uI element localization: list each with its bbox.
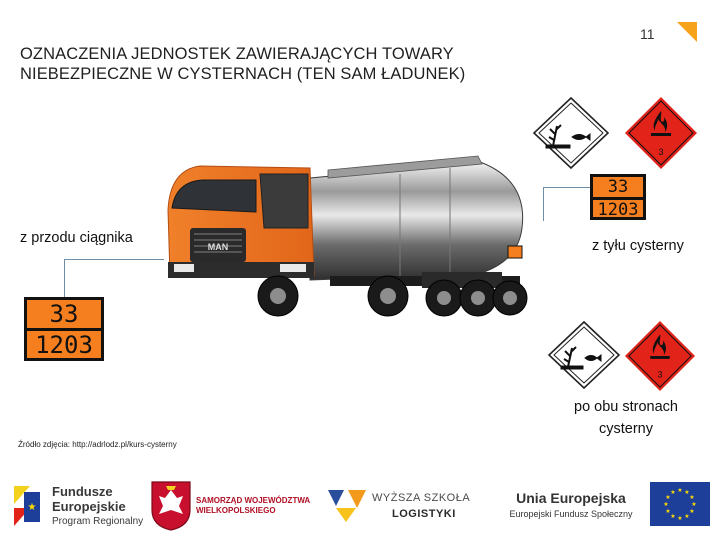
svg-text:★: ★ bbox=[670, 513, 676, 520]
svg-text:★: ★ bbox=[677, 515, 683, 522]
ue-line-2: Europejski Fundusz Społeczny bbox=[509, 509, 633, 519]
ue-text bbox=[502, 490, 640, 519]
samorzad-line-1: SAMORZĄD WOJEWÓDZTWA bbox=[196, 496, 311, 505]
front-label: z przodu ciągnika bbox=[20, 230, 133, 246]
un-number-front: 1203 bbox=[35, 331, 93, 359]
title-line-1: OZNACZENIA JEDNOSTEK ZAWIERAJĄCYCH TOWARY bbox=[20, 45, 454, 63]
class-number: 3 bbox=[657, 369, 663, 380]
samorzad-crest-icon bbox=[150, 480, 192, 532]
back-label: z tyłu cysterny bbox=[592, 238, 684, 254]
connector-front-h bbox=[64, 259, 164, 260]
samorzad-line-2: WIELKOPOLSKIEGO bbox=[196, 506, 276, 515]
hazard-plate-back bbox=[590, 174, 646, 220]
hazard-number-front: 33 bbox=[27, 300, 101, 331]
wsl-line-1: WYŻSZA SZKOŁA bbox=[372, 492, 471, 504]
connector-back-h bbox=[543, 187, 590, 188]
svg-text:★: ★ bbox=[684, 513, 690, 520]
eu-flag-icon bbox=[650, 482, 710, 526]
svg-text:★: ★ bbox=[663, 501, 669, 508]
title-line-2: NIEBEZPIECZNE W CYSTERNACH (TEN SAM ŁADUNEK) bbox=[20, 65, 466, 83]
svg-text:★: ★ bbox=[665, 494, 671, 501]
svg-text:★: ★ bbox=[689, 494, 695, 501]
corner-accent bbox=[677, 22, 697, 42]
svg-text:★: ★ bbox=[677, 487, 683, 494]
fundusze-europejskie-logo-icon bbox=[10, 482, 44, 530]
wsl-text bbox=[372, 490, 470, 522]
environment-hazard-placard-top bbox=[526, 96, 616, 170]
flammable-placard-side bbox=[624, 320, 696, 392]
sides-label-line-1: po obu stronach bbox=[574, 399, 678, 415]
fe-line-3: Program Regionalny bbox=[52, 516, 144, 527]
svg-text:★: ★ bbox=[689, 508, 695, 515]
connector-front-v bbox=[64, 259, 65, 297]
hazard-number: 33 bbox=[593, 177, 643, 200]
svg-text:★: ★ bbox=[670, 489, 676, 496]
environment-hazard-placard-side bbox=[545, 320, 623, 390]
fe-line-1: Fundusze bbox=[52, 484, 113, 499]
tanker-truck-image bbox=[160, 150, 532, 328]
connector-back-v bbox=[543, 187, 544, 221]
svg-text:★: ★ bbox=[691, 501, 697, 508]
ue-line-1: Unia Europejska bbox=[516, 490, 626, 506]
svg-text:★: ★ bbox=[684, 489, 690, 496]
footer-logos-bar bbox=[0, 468, 720, 540]
slide-title bbox=[20, 44, 540, 84]
wsl-logo-icon bbox=[326, 486, 368, 524]
sides-label bbox=[566, 396, 686, 440]
cab-brand: MAN bbox=[207, 242, 229, 252]
page-number: 11 bbox=[640, 26, 655, 42]
svg-text:★: ★ bbox=[665, 508, 671, 515]
fe-line-2: Europejskie bbox=[52, 499, 126, 514]
class-number: 3 bbox=[658, 147, 664, 157]
flammable-placard-top bbox=[624, 96, 698, 170]
wsl-line-2: LOGISTYKI bbox=[392, 508, 456, 520]
sides-label-line-2: cysterny bbox=[599, 421, 653, 437]
hazard-plate-front bbox=[24, 297, 104, 361]
samorzad-text bbox=[196, 496, 310, 516]
un-number: 1203 bbox=[597, 200, 639, 220]
svg-text:★: ★ bbox=[27, 502, 37, 513]
fundusze-europejskie-text bbox=[52, 484, 143, 529]
image-source-note: Źródło zdjęcia: http://adrlodz.pl/kurs-cysterny bbox=[18, 440, 177, 449]
